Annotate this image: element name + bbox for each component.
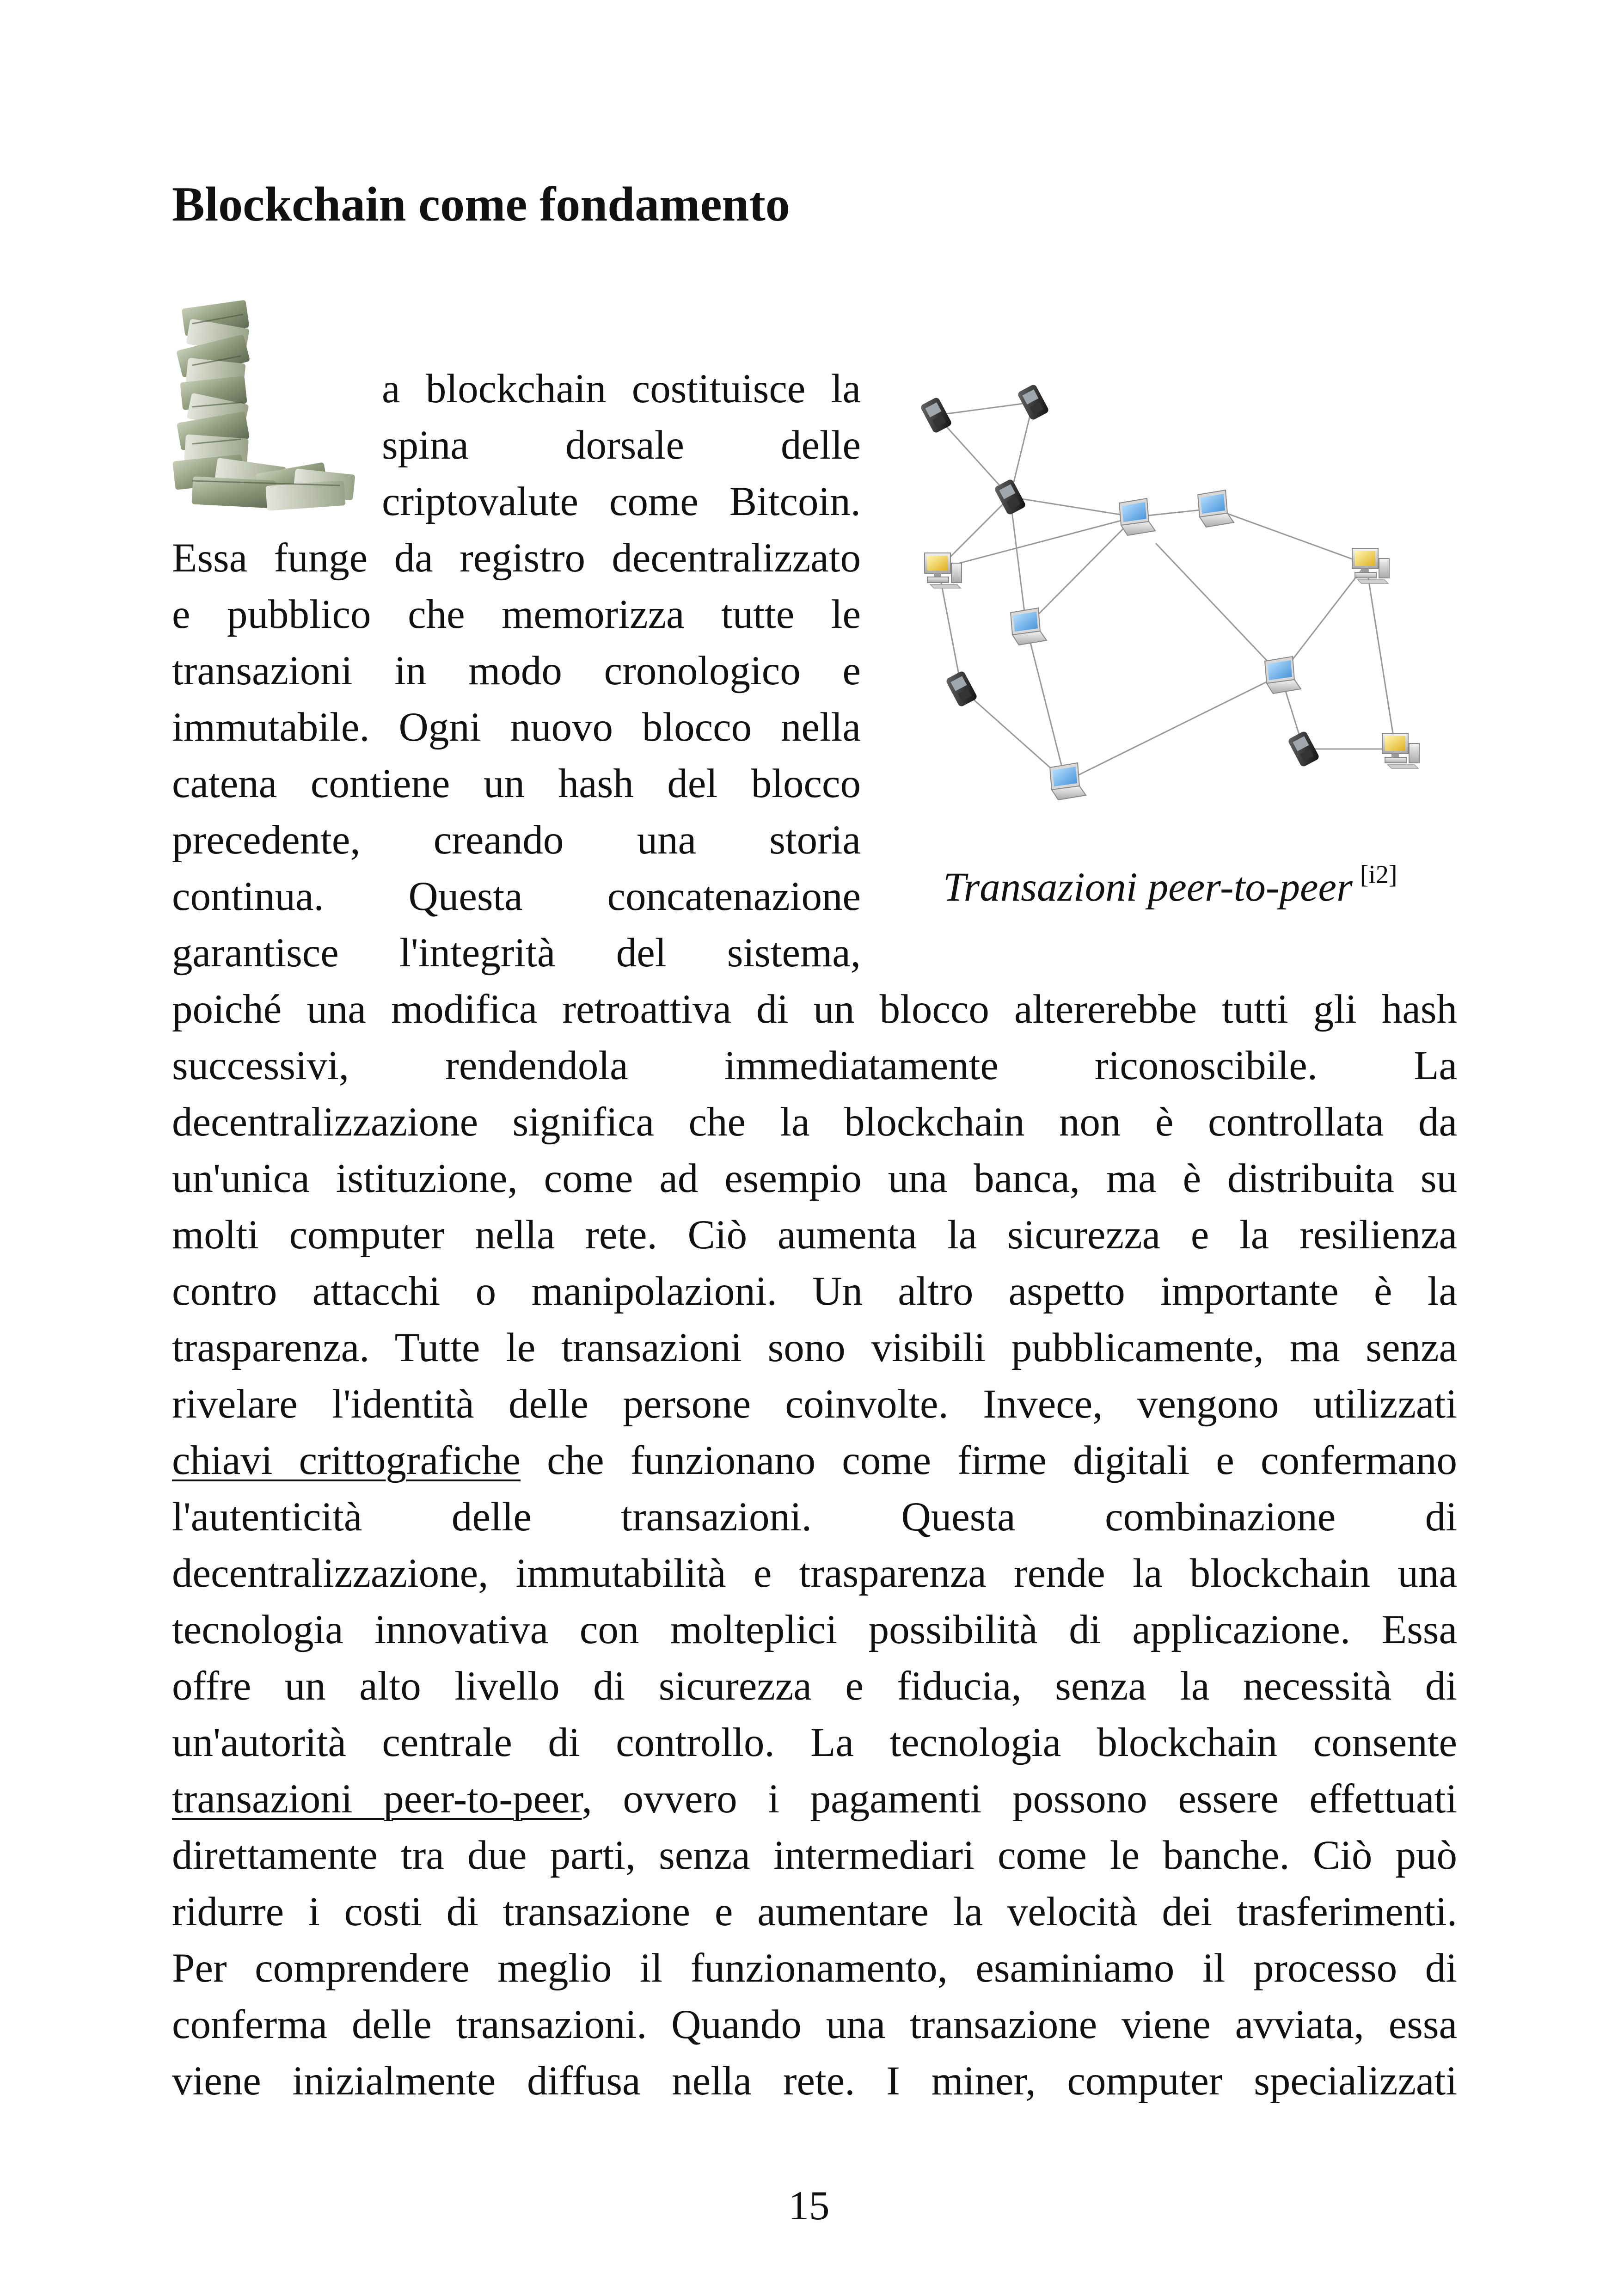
page-number: 15 bbox=[788, 2183, 830, 2228]
text-line-with-link bbox=[172, 1432, 1457, 1489]
text-line: ridurre i costi di transazione e aumentare la velocità dei trasferimenti. bbox=[172, 1889, 1457, 1934]
image-reference: [i2] bbox=[1360, 860, 1397, 889]
text-line: decentralizzazione, immutabilità e trasparenza rende la blockchain una bbox=[172, 1551, 1457, 1596]
figure-caption bbox=[943, 860, 1397, 911]
text-line: tecnologia innovativa con molteplici possibilità di applicazione. Essa bbox=[172, 1607, 1457, 1652]
text-line-rest: , ovvero i pagamenti possono essere effettuati bbox=[582, 1776, 1458, 1822]
link-transazioni-peer-to-peer[interactable]: transazioni peer-to-peer bbox=[172, 1776, 582, 1822]
text-line: l'autenticità delle transazioni. Questa combinazione di bbox=[172, 1494, 1457, 1540]
caption-text: Transazioni peer-to-peer bbox=[943, 865, 1353, 910]
text-line: viene inizialmente diffusa nella rete. I miner, computer specializzati bbox=[172, 2058, 1457, 2104]
text-line: poiché una modifica retroattiva di un blocco altererebbe tutti gli hash bbox=[172, 987, 1457, 1032]
peer-to-peer-network-figure bbox=[897, 370, 1479, 832]
text-line: Per comprendere meglio il funzionamento, esaminiamo il processo di bbox=[172, 1946, 1457, 1991]
phone-icon bbox=[1017, 384, 1050, 421]
text-line: trasparenza. Tutte le transazioni sono visibili pubblicamente, ma senza bbox=[172, 1325, 1457, 1370]
text-line-with-link bbox=[172, 1771, 1457, 1827]
laptop-icon bbox=[1198, 490, 1234, 527]
text-line: transazioni in modo cronologico e bbox=[172, 648, 861, 694]
laptop-icon bbox=[1050, 763, 1086, 800]
text-line: contro attacchi o manipolazioni. Un altro aspetto importante è la bbox=[172, 1269, 1457, 1314]
text-line: continua. Questa concatenazione bbox=[172, 874, 861, 919]
phone-icon bbox=[945, 670, 978, 708]
desktop-icon bbox=[1352, 548, 1389, 583]
text-line: successivi, rendendola immediatamente riconoscibile. La bbox=[172, 1043, 1457, 1088]
phone-icon bbox=[1287, 731, 1320, 768]
laptop-icon bbox=[1011, 608, 1047, 645]
dropcap-money-letter-l bbox=[165, 296, 359, 513]
text-line: offre un alto livello di sicurezza e fiducia, senza la necessità di bbox=[172, 1664, 1457, 1709]
text-line: e pubblico che memorizza tutte le bbox=[172, 592, 861, 637]
laptop-icon bbox=[1119, 498, 1155, 535]
desktop-icon bbox=[925, 553, 962, 588]
text-line: un'unica istituzione, come ad esempio una banca, ma è distribuita su bbox=[172, 1156, 1457, 1201]
desktop-icon bbox=[1382, 733, 1419, 768]
text-line: immutabile. Ogni nuovo blocco nella bbox=[172, 705, 861, 750]
text-line: direttamente tra due parti, senza intermediari come le banche. Ciò può bbox=[172, 1833, 1457, 1878]
text-line: criptovalute come Bitcoin. bbox=[382, 479, 861, 524]
text-line: spina dorsale delle bbox=[382, 423, 861, 468]
text-line: un'autorità centrale di controllo. La tecnologia blockchain consente bbox=[172, 1720, 1457, 1765]
text-line: catena contiene un hash del blocco bbox=[172, 761, 861, 806]
text-line: conferma delle transazioni. Quando una transazione viene avviata, essa bbox=[172, 2002, 1457, 2047]
text-line: Essa funge da registro decentralizzato bbox=[172, 535, 861, 581]
text-line: rivelare l'identità delle persone coinvolte. Invece, vengono utilizzati bbox=[172, 1381, 1457, 1427]
text-line: garantisce l'integrità del sistema, bbox=[172, 930, 861, 976]
laptop-icon bbox=[1265, 657, 1301, 694]
text-line-rest: che funzionano come firme digitali e confermano bbox=[547, 1438, 1457, 1483]
text-line: decentralizzazione significa che la blockchain non è controllata da bbox=[172, 1099, 1457, 1145]
section-heading: Blockchain come fondamento bbox=[172, 177, 790, 231]
link-chiavi-crittografiche[interactable]: chiavi crittografiche bbox=[172, 1438, 521, 1483]
text-line: precedente, creando una storia bbox=[172, 817, 861, 863]
text-line: a blockchain costituisce la bbox=[382, 366, 861, 411]
text-line: molti computer nella rete. Ciò aumenta la sicurezza e la resilienza bbox=[172, 1212, 1457, 1258]
